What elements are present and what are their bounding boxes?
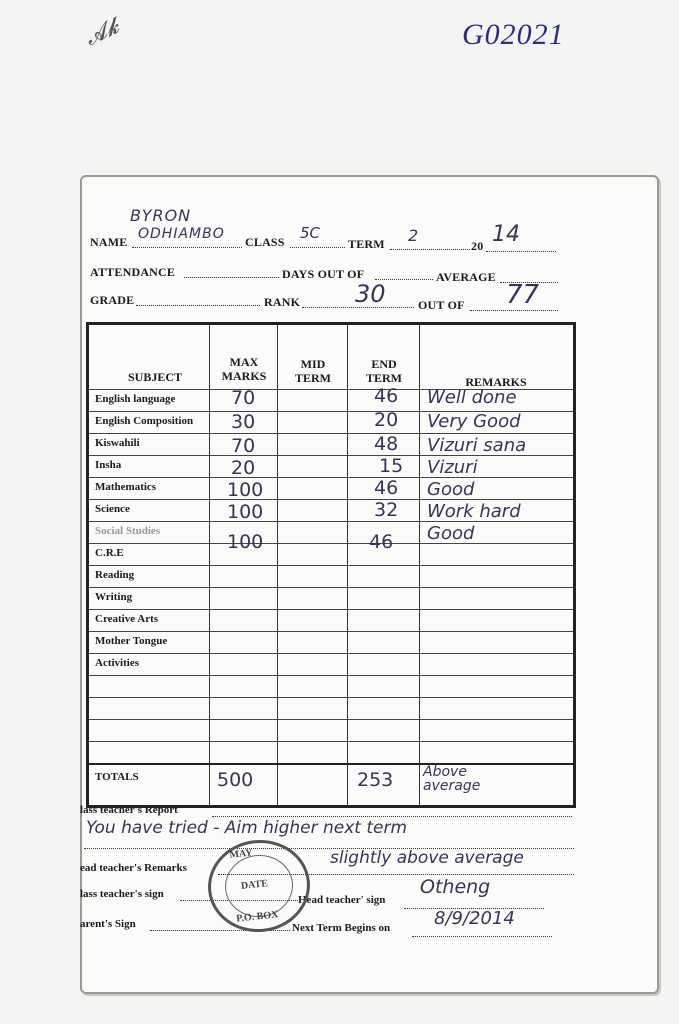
head-remarks-value: slightly above average [330,848,524,868]
attendance-label: ATTENDANCE [90,265,176,279]
end-term-mark: 46 [369,531,394,553]
totals-end: 253 [357,769,394,791]
subject-header: SUBJECT [127,370,183,384]
marks-table [86,322,576,808]
subject-label: Kiswahili [95,437,140,449]
totals-remark-line1: Above [423,764,467,780]
name-label: NAME [90,235,128,249]
subject-remark: Very Good [427,411,521,432]
year-prefix: 20 [471,239,484,253]
subject-label: Science [95,503,130,515]
subject-label: C.R.E [95,547,124,559]
stamp-date-text: DATE [240,878,269,892]
class-report-line [212,804,572,817]
end-term-mark: 32 [374,499,399,521]
next-term-value: 8/9/2014 [434,908,515,929]
subject-label: Reading [95,569,135,581]
totals-remark-line2: average [423,778,481,794]
subject-remark: Good [427,479,475,500]
days-out-line [375,267,433,280]
subject-label: English language [95,393,176,405]
stamp-bottom-text: P.O. BOX [235,909,279,925]
end-term-mark: 46 [374,477,399,499]
subject-label: Creative Arts [95,613,159,625]
subject-label: Writing [95,591,133,603]
rank-value: 30 [355,280,386,308]
max-mark: 70 [231,387,256,409]
subject-remark: Work hard [427,501,521,522]
subject-label: Insha [95,459,122,471]
days-out-label: DAYS OUT OF [282,267,365,281]
average-label: AVERAGE [436,270,496,284]
out-of-value: 77 [506,280,540,310]
remarks-header: REMARKS [465,375,527,389]
head-sign-label: Head teacher' sign [298,894,386,906]
class-sign-label: lass teacher's sign [80,888,164,900]
student-first-name: BYRON [130,206,192,225]
mid-term-header: MID TERM [295,357,331,385]
class-report-label: lass teacher's Report [80,804,178,816]
corner-initials: 𝓐𝓴 [81,13,124,52]
end-term-mark: 15 [379,455,404,477]
out-of-label: OUT OF [418,298,465,312]
max-mark: 30 [231,411,256,433]
subject-remark: Vizuri sana [427,435,527,456]
subject-label: Activities [95,657,139,669]
stamp-top-text: MAY [229,847,254,861]
head-signature: Otheng [420,876,491,898]
max-mark: 70 [231,435,256,457]
name-value: ODHIAMBO [138,226,225,242]
grade-line [136,293,260,306]
subject-remark: Well done [427,387,517,408]
next-term-label: Next Term Begins on [292,922,391,934]
subject-label: English Composition [95,415,194,427]
max-mark: 100 [227,531,264,553]
head-remarks-label: ead teacher's Remarks [80,862,187,874]
subject-remark: Vizuri [427,457,478,478]
max-mark: 20 [231,457,256,479]
subject-label: Mathematics [95,481,157,493]
subject-label: Mother Tongue [95,635,168,647]
class-report-value: You have tried - Aim higher next term [86,818,408,838]
end-term-header: END TERM [366,357,402,385]
term-label: TERM [348,237,385,251]
year-value: 14 [492,222,520,247]
totals-remark [423,765,480,793]
end-term-mark: 20 [374,409,399,431]
parent-sign-label: arent's Sign [80,918,136,930]
class-value: 5C [300,224,321,242]
max-mark: 100 [227,479,264,501]
serial-number: G02021 [462,18,565,51]
subject-label: Social Studies [95,525,161,537]
class-label: CLASS [245,235,285,249]
term-line [390,237,470,250]
totals-max: 500 [217,769,254,791]
max-marks-header: MAX MARKS [221,355,267,383]
grade-label: GRADE [90,293,135,307]
rank-label: RANK [264,295,301,309]
attendance-line [184,265,279,278]
end-term-mark: 46 [374,385,399,407]
term-value: 2 [408,226,419,245]
subject-remark: Good [427,523,475,544]
totals-label: TOTALS [95,771,139,783]
max-mark: 100 [227,501,264,523]
end-term-mark: 48 [374,433,399,455]
